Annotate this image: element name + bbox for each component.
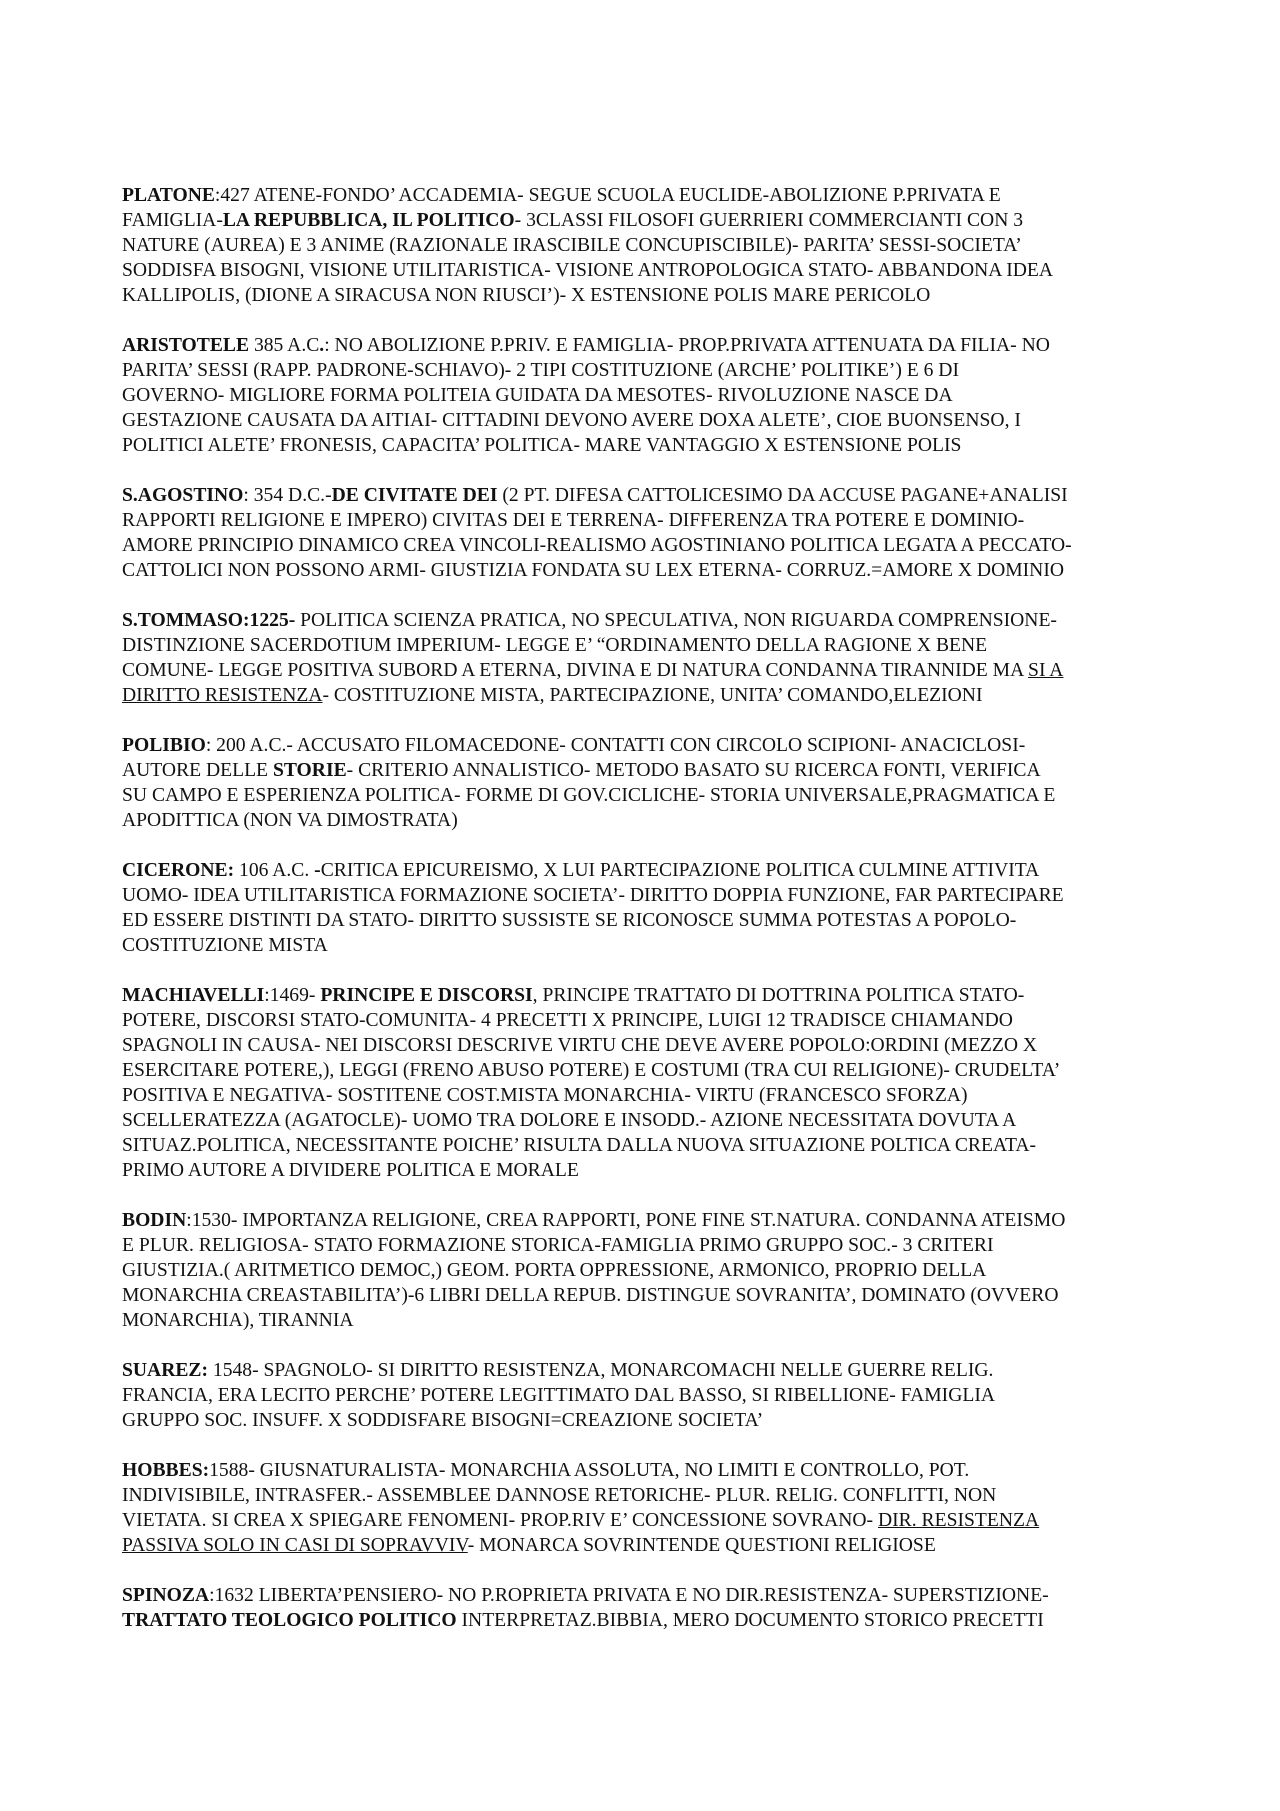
text-run: (2 PT. DIFESA CATTOLICESIMO DA ACCUSE PAGANE+ANALISI: [497, 485, 1068, 506]
bold-text: BODIN: [122, 1210, 187, 1231]
text-run: - MONARCA SOVRINTENDE QUESTIONI RELIGIOSE: [467, 1535, 936, 1556]
text-line: [122, 633, 1182, 658]
paragraph-suarez: [122, 1358, 1182, 1433]
text-run: NATURE (AUREA) E 3 ANIME (RAZIONALE IRASCIBILE CONCUPISCIBILE)- PARITA’ SESSI-SOCIETA’: [122, 235, 1022, 256]
bold-text: S.TOMMASO:1225-: [122, 610, 296, 631]
text-run: FAMIGLIA-: [122, 210, 223, 231]
text-line: [122, 608, 1182, 633]
text-line: [122, 208, 1182, 233]
text-line: [122, 933, 1182, 958]
bold-text: DE CIVITATE DEI: [331, 485, 498, 506]
text-run: AUTORE DELLE: [122, 760, 273, 781]
bold-text: LA REPUBBLICA, IL POLITICO: [222, 210, 515, 231]
text-run: POSITIVA E NEGATIVA- SOSTITENE COST.MISTA MONARCHIA- VIRTU (FRANCESCO SFORZA): [122, 1085, 968, 1106]
text-run: : NO ABOLIZIONE P.PRIV. E FAMIGLIA- PROP.PRIVATA ATTENUATA DA FILIA- NO: [324, 335, 1050, 356]
text-line: [122, 758, 1182, 783]
text-run: MONARCHIA CREASTABILITA’)-6 LIBRI DELLA REPUB. DISTINGUE SOVRANITA’, DOMINATO (OVVERO: [122, 1285, 1059, 1306]
text-run: :427 ATENE-FONDO’ ACCADEMIA- SEGUE SCUOLA EUCLIDE-ABOLIZIONE P.PRIVATA E: [214, 185, 1001, 206]
text-run: SODDISFA BISOGNI, VISIONE UTILITARISTICA- VISIONE ANTROPOLOGICA STATO- ABBANDONA IDEA: [122, 260, 1054, 281]
text-run: - CRITERIO ANNALISTICO- METODO BASATO SU RICERCA FONTI, VERIFICA: [346, 760, 1041, 781]
text-run: ED ESSERE DISTINTI DA STATO- DIRITTO SUSSISTE SE RICONOSCE SUMMA POTESTAS A POPOLO-: [122, 910, 1017, 931]
text-line: [122, 1133, 1182, 1158]
text-run: SCELLERATEZZA (AGATOCLE)- UOMO TRA DOLORE E INSODD.- AZIONE NECESSITATA DOVUTA A: [122, 1110, 1017, 1131]
paragraph-s-agostino: [122, 483, 1182, 583]
text-run: : 354 D.C.-: [243, 485, 332, 506]
text-run: SPAGNOLI IN CAUSA- NEI DISCORSI DESCRIVE VIRTU CHE DEVE AVERE POPOLO:ORDINI (MEZZO X: [122, 1035, 1038, 1056]
text-run: POLITICI ALETE’ FRONESIS, CAPACITA’ POLITICA- MARE VANTAGGIO X ESTENSIONE POLIS: [122, 435, 962, 456]
text-line: [122, 1058, 1182, 1083]
text-run: 385 A.C: [249, 335, 320, 356]
text-line: [122, 1258, 1182, 1283]
text-run: 1588- GIUSNATURALISTA- MONARCHIA ASSOLUTA, NO LIMITI E CONTROLLO, POT.: [209, 1460, 970, 1481]
text-run: SITUAZ.POLITICA, NECESSITANTE POICHE’ RISULTA DALLA NUOVA SITUAZIONE POLTICA CREATA-: [122, 1135, 1037, 1156]
bold-text: PRINCIPE E DISCORSI: [320, 985, 533, 1006]
text-line: [122, 383, 1182, 408]
text-run: PRIMO AUTORE A DIVIDERE POLITICA E MORALE: [122, 1160, 579, 1181]
text-run: APODITTICA (NON VA DIMOSTRATA): [122, 810, 458, 831]
text-line: [122, 1283, 1182, 1308]
bold-text: CICERONE:: [122, 860, 235, 881]
text-line: [122, 1358, 1182, 1383]
text-line: [122, 908, 1182, 933]
bold-text: -: [314, 860, 321, 881]
paragraph-s-tommaso: [122, 608, 1182, 708]
text-run: AMORE PRINCIPIO DINAMICO CREA VINCOLI-REALISMO AGOSTINIANO POLITICA LEGATA A PECCATO-: [122, 535, 1072, 556]
text-line: [122, 733, 1182, 758]
underlined-text: DIRITTO RESISTENZA: [122, 685, 323, 706]
paragraph-spinoza: [122, 1583, 1182, 1633]
text-line: [122, 1383, 1182, 1408]
text-run: GESTAZIONE CAUSATA DA AITIAI- CITTADINI DEVONO AVERE DOXA ALETE’, CIOE BUONSENSO, I: [122, 410, 1021, 431]
text-line: [122, 1583, 1182, 1608]
text-run: E PLUR. RELIGIOSA- STATO FORMAZIONE STORICA-FAMIGLIA PRIMO GRUPPO SOC.- 3 CRITERI: [122, 1235, 994, 1256]
text-line: [122, 883, 1182, 908]
bold-text: HOBBES:: [122, 1460, 210, 1481]
text-line: [122, 1083, 1182, 1108]
bold-text: MACHIAVELLI: [122, 985, 265, 1006]
text-line: [122, 1458, 1182, 1483]
text-line: [122, 658, 1182, 683]
text-line: [122, 1008, 1182, 1033]
paragraph-bodin: [122, 1208, 1182, 1333]
text-run: UOMO- IDEA UTILITARISTICA FORMAZIONE SOCIETA’- DIRITTO DOPPIA FUNZIONE, FAR PARTECIPARE: [122, 885, 1064, 906]
text-run: INTERPRETAZ.BIBBIA, MERO DOCUMENTO STORICO PRECETTI: [456, 1610, 1044, 1631]
text-line: [122, 1508, 1182, 1533]
text-run: CRITICA EPICUREISMO, X LUI PARTECIPAZIONE POLITICA CULMINE ATTIVITA: [320, 860, 1040, 881]
text-run: INDIVISIBILE, INTRASFER.- ASSEMBLEE DANNOSE RETORICHE- PLUR. RELIG. CONFLITTI, NON: [122, 1485, 997, 1506]
text-line: [122, 1158, 1182, 1183]
text-run: COMUNE- LEGGE POSITIVA SUBORD A ETERNA, DIVINA E DI NATURA CONDANNA TIRANNIDE MA: [122, 660, 1029, 681]
text-run: : 200 A.C.- ACCUSATO FILOMACEDONE- CONTATTI CON CIRCOLO SCIPIONI- ANACICLOSI-: [205, 735, 1026, 756]
text-line: [122, 858, 1182, 883]
text-run: RAPPORTI RELIGIONE E IMPERO) CIVITAS DEI E TERRENA- DIFFERENZA TRA POTERE E DOMINIO-: [122, 510, 1025, 531]
text-line: [122, 1408, 1182, 1433]
text-run: GIUSTIZIA.( ARITMETICO DEMOC,) GEOM. PORTA OPPRESSIONE, ARMONICO, PROPRIO DELLA: [122, 1260, 987, 1281]
text-run: GRUPPO SOC. INSUFF. X SODDISFARE BISOGNI=CREAZIONE SOCIETA’: [122, 1410, 764, 1431]
text-line: [122, 1233, 1182, 1258]
text-run: COSTITUZIONE MISTA: [122, 935, 328, 956]
bold-text: .: [319, 335, 325, 356]
paragraph-cicerone: [122, 858, 1182, 958]
text-line: [122, 1208, 1182, 1233]
text-line: [122, 783, 1182, 808]
text-line: [122, 808, 1182, 833]
text-run: , PRINCIPE TRATTATO DI DOTTRINA POLITICA STATO-: [532, 985, 1025, 1006]
text-run: MONARCHIA), TIRANNIA: [122, 1310, 354, 1331]
text-line: [122, 233, 1182, 258]
text-line: [122, 1308, 1182, 1333]
text-line: [122, 333, 1182, 358]
text-line: [122, 508, 1182, 533]
text-run: SU CAMPO E ESPERIENZA POLITICA- FORME DI GOV.CICLICHE- STORIA UNIVERSALE,PRAGMATICA E: [122, 785, 1056, 806]
bold-text: PLATONE: [122, 185, 215, 206]
text-run: CATTOLICI NON POSSONO ARMI- GIUSTIZIA FONDATA SU LEX ETERNA- CORRUZ.=AMORE X DOMINIO: [122, 560, 1065, 581]
text-run: 1548- SPAGNOLO- SI DIRITTO RESISTENZA, MONARCOMACHI NELLE GUERRE RELIG.: [208, 1360, 994, 1381]
text-line: [122, 533, 1182, 558]
text-line: [122, 1108, 1182, 1133]
text-line: [122, 258, 1182, 283]
text-line: [122, 1608, 1182, 1633]
text-run: POLITICA SCIENZA PRATICA, NO SPECULATIVA, NON RIGUARDA COMPRENSIONE-: [295, 610, 1057, 631]
text-line: [122, 408, 1182, 433]
text-run: FRANCIA, ERA LECITO PERCHE’ POTERE LEGITTIMATO DAL BASSO, SI RIBELLIONE- FAMIGLIA: [122, 1385, 995, 1406]
text-run: VIETATA. SI CREA X SPIEGARE FENOMENI- PROP.RIV E’ CONCESSIONE SOVRANO-: [122, 1510, 878, 1531]
underlined-text: DIR. RESISTENZA: [877, 1510, 1040, 1531]
text-run: :1632 LIBERTA’PENSIERO- NO P.ROPRIETA PRIVATA E NO DIR.RESISTENZA- SUPERSTIZIONE-: [209, 1585, 1049, 1606]
text-line: [122, 283, 1182, 308]
text-line: [122, 1483, 1182, 1508]
text-run: :1469-: [264, 985, 321, 1006]
paragraph-polibio: [122, 733, 1182, 833]
text-line: [122, 483, 1182, 508]
text-run: ESERCITARE POTERE,), LEGGI (FRENO ABUSO POTERE) E COSTUMI (TRA CUI RELIGIONE)- CRUDELTA’: [122, 1060, 1061, 1081]
paragraph-hobbes: [122, 1458, 1182, 1558]
bold-text: POLIBIO: [122, 735, 206, 756]
text-run: DISTINZIONE SACERDOTIUM IMPERIUM- LEGGE E’ “ORDINAMENTO DELLA RAGIONE X BENE: [122, 635, 988, 656]
paragraph-aristotele: [122, 333, 1182, 458]
text-line: [122, 1533, 1182, 1558]
text-line: [122, 983, 1182, 1008]
bold-text: S.AGOSTINO: [122, 485, 244, 506]
text-line: [122, 358, 1182, 383]
text-run: - COSTITUZIONE MISTA, PARTECIPAZIONE, UNITA’ COMANDO,ELEZIONI: [322, 685, 983, 706]
text-run: GOVERNO- MIGLIORE FORMA POLITEIA GUIDATA DA MESOTES- RIVOLUZIONE NASCE DA: [122, 385, 953, 406]
bold-text: TRATTATO TEOLOGICO POLITICO: [122, 1610, 457, 1631]
bold-text: ARISTOTELE: [122, 335, 250, 356]
text-run: POTERE, DISCORSI STATO-COMUNITA- 4 PRECETTI X PRINCIPE, LUIGI 12 TRADISCE CHIAMANDO: [122, 1010, 1013, 1031]
text-run: 106 A.C.: [234, 860, 315, 881]
underlined-text: PASSIVA SOLO IN CASI DI SOPRAVVIV: [122, 1535, 468, 1556]
text-line: [122, 183, 1182, 208]
text-run: :1530- IMPORTANZA RELIGIONE, CREA RAPPORTI, PONE FINE ST.NATURA. CONDANNA ATEISMO: [186, 1210, 1066, 1231]
underlined-text: SI A: [1028, 660, 1064, 681]
text-line: [122, 1033, 1182, 1058]
bold-text: STORIE: [272, 760, 347, 781]
text-line: [122, 433, 1182, 458]
text-run: - 3CLASSI FILOSOFI GUERRIERI COMMERCIANTI CON 3: [514, 210, 1024, 231]
text-run: PARITA’ SESSI (RAPP. PADRONE-SCHIAVO)- 2 TIPI COSTITUZIONE (ARCHE’ POLITIKE’) E 6 DI: [122, 360, 959, 381]
paragraph-platone: [122, 183, 1182, 308]
text-run: KALLIPOLIS, (DIONE A SIRACUSA NON RIUSCI’)- X ESTENSIONE POLIS MARE PERICOLO: [122, 285, 931, 306]
document-page: [122, 183, 1182, 1658]
bold-text: SPINOZA: [122, 1585, 210, 1606]
text-line: [122, 683, 1182, 708]
paragraph-machiavelli: [122, 983, 1182, 1183]
bold-text: SUAREZ:: [122, 1360, 209, 1381]
text-line: [122, 558, 1182, 583]
